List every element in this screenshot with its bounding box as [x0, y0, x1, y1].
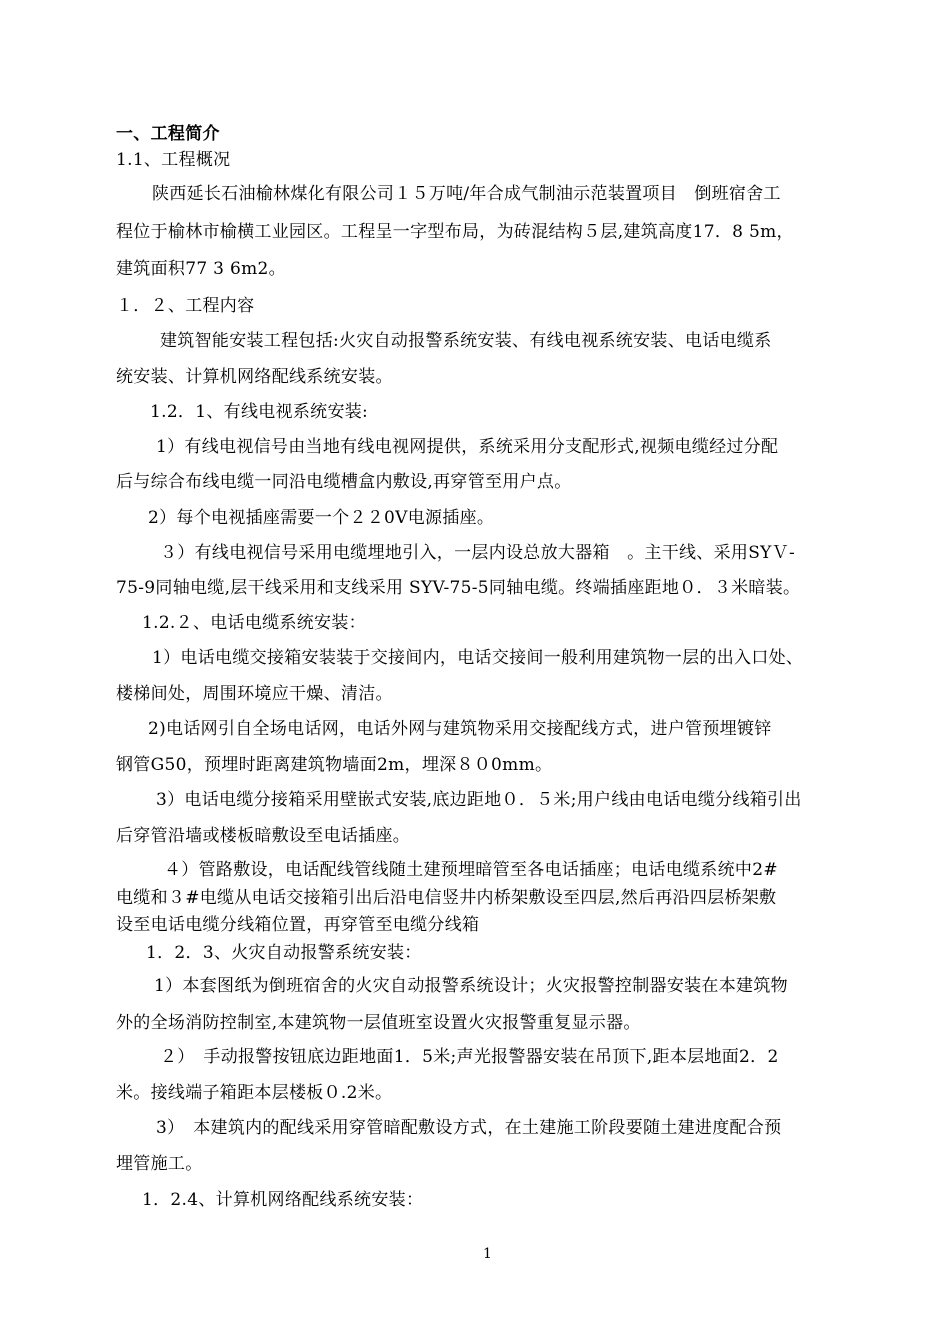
paragraph-line: 3） 本建筑内的配线采用穿管暗配敷设方式，在土建施工阶段要随土建进度配合预	[156, 1118, 782, 1138]
paragraph-line: 埋管施工。	[116, 1154, 203, 1174]
paragraph-line: 75-9同轴电缆,层干线采用和支线采用 SYV-75-5同轴电缆。终端插座距地０．３米暗装。	[116, 578, 801, 598]
paragraph-line: 程位于榆林市榆横工业园区。工程呈一字型布局，为砖混结构５层,建筑高度17．8 5m，	[116, 222, 794, 242]
paragraph-line: 建筑面积77 3 6m2。	[116, 259, 286, 279]
paragraph-line: 设至电话电缆分线箱位置，再穿管至电缆分线箱	[116, 915, 480, 935]
section-title-1-2-1: 1.2．1、有线电视系统安装:	[150, 402, 369, 422]
paragraph-line: 3）电话电缆分接箱采用壁嵌式安装,底边距地０．５米;用户线由电话电缆分线箱引出	[156, 790, 802, 810]
page-number: 1	[483, 1246, 492, 1262]
section-title-1-2-3: 1．2．3、火灾自动报警系统安装：	[146, 943, 422, 963]
paragraph-line: 1）电话电缆交接箱安装装于交接间内，电话交接间一般利用建筑物一层的出入口处、	[152, 648, 804, 668]
paragraph-line: 2)电话网引自全场电话网，电话外网与建筑物采用交接配线方式，进户管预埋镀锌	[148, 719, 772, 739]
section-title-1-2-2: 1.2.２、电话电缆系统安装：	[142, 613, 366, 633]
paragraph-line: 2）每个电视插座需要一个２２0V电源插座。	[148, 508, 495, 528]
paragraph-line: 陕西延长石油榆林煤化有限公司１５万吨/年合成气制油示范装置项目 倒班宿舍工	[152, 184, 781, 204]
paragraph-line: 外的全场消防控制室,本建筑物一层值班室设置火灾报警重复显示器。	[116, 1013, 641, 1033]
paragraph-line: 1）本套图纸为倒班宿舍的火灾自动报警系统设计；火灾报警控制器安装在本建筑物	[154, 976, 788, 996]
paragraph-line: 统安装、计算机网络配线系统安装。	[116, 367, 393, 387]
paragraph-line: 电缆和３#电缆从电话交接箱引出后沿电信竖井内桥架敷设至四层,然后再沿四层桥架敷	[116, 888, 777, 908]
paragraph-line: 1）有线电视信号由当地有线电视网提供，系统采用分支配形式,视频电缆经过分配	[156, 437, 779, 457]
section-title-1-2-4: 1．2.4、计算机网络配线系统安装：	[142, 1190, 424, 1210]
paragraph-line: 钢管G50，预埋时距离建筑物墙面2m，埋深８０0mm。	[116, 755, 553, 775]
paragraph-line: ２） 手动报警按钮底边距地面1．5米;声光报警器安装在吊顶下,距本层地面2．2	[160, 1047, 779, 1067]
paragraph-line: ３）有线电视信号采用电缆埋地引入，一层内设总放大器箱 。主干线、采用SYＶ-	[160, 543, 796, 563]
paragraph-line: ４）管路敷设，电话配线管线随土建预埋暗管至各电话插座；电话电缆系统中2#	[164, 860, 778, 880]
section-title-1-1: 1.1、工程概况	[116, 150, 231, 170]
section-title-1-2: １．２、工程内容	[116, 296, 255, 316]
paragraph-line: 楼梯间处，周围环境应干燥、清洁。	[116, 684, 393, 704]
paragraph-line: 后与综合布线电缆一同沿电缆槽盒内敷设,再穿管至用户点。	[116, 472, 572, 492]
paragraph-line: 建筑智能安装工程包括:火灾自动报警系统安装、有线电视系统安装、电话电缆系	[160, 331, 772, 351]
paragraph-line: 米。接线端子箱距本层楼板０.2米。	[116, 1083, 393, 1103]
paragraph-line: 后穿管沿墙或楼板暗敷设至电话插座。	[116, 826, 411, 846]
heading-project-overview: 一、工程简介	[116, 124, 220, 144]
